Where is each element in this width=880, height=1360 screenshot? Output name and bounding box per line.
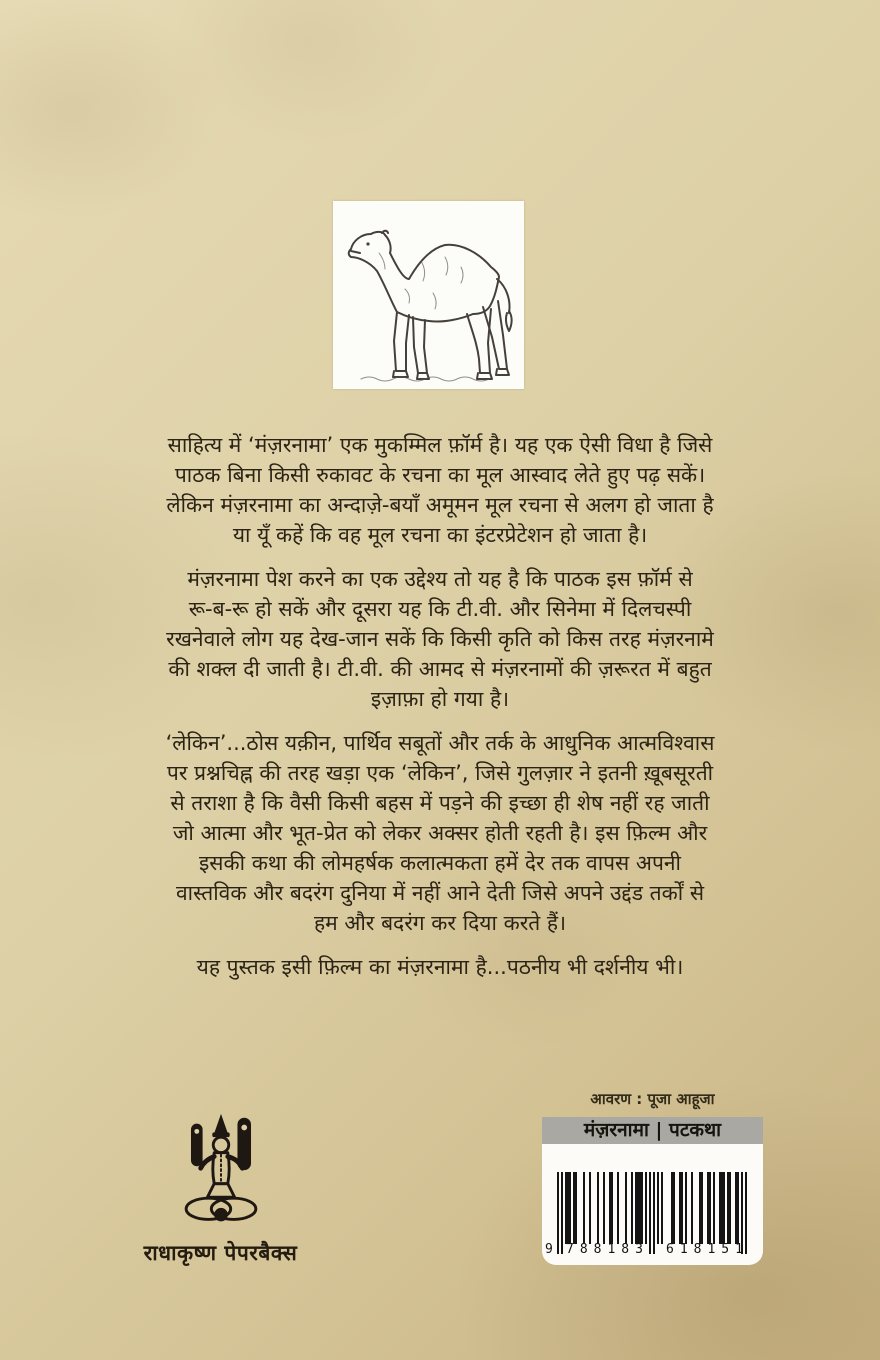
barcode-digits bbox=[542, 1242, 763, 1260]
barcode-digit-group: 788183 bbox=[566, 1242, 649, 1257]
blurb-line: हम और बदरंग कर दिया करते हैं। bbox=[313, 911, 567, 935]
blurb-line: की शक्ल दी जाती है। टी.वी. की आमद से मंज़रनामों की ज़रूरत में बहुत bbox=[168, 657, 712, 681]
publisher-name: राधाकृष्ण पेपरबैक्स bbox=[143, 1241, 298, 1265]
blurb-text bbox=[130, 430, 750, 996]
blurb-line: वास्तविक और बदरंग दुनिया में नहीं आने देती जिसे अपने उद्दंड तर्कों से bbox=[175, 881, 705, 905]
blurb-line: यह पुस्तक इसी फ़िल्म का मंज़रनामा है...पठनीय भी दर्शनीय भी। bbox=[196, 955, 684, 979]
barcode-digit-group: 9 bbox=[545, 1242, 553, 1257]
blurb-line: साहित्य में ‘मंज़रनामा’ एक मुकम्मिल फ़ॉर्म है। यह एक ऐसी विधा है जिसे bbox=[167, 433, 713, 457]
cover-credit: आवरण : पूजा आहूजा bbox=[590, 1090, 715, 1108]
blurb-paragraph bbox=[130, 564, 750, 714]
blurb-line: से तराशा है कि वैसी किसी बहस में पड़ने की इच्छा ही शेष नहीं रह जाती bbox=[170, 791, 710, 815]
blurb-paragraph bbox=[130, 952, 750, 982]
isbn-block bbox=[542, 1117, 763, 1265]
blurb-line: पर प्रश्नचिह्न की तरह खड़ा एक ‘लेकिन’, जिसे गुलज़ार ने इतनी ख़ूबसूरती bbox=[166, 761, 714, 785]
blurb-line: रखनेवाले लोग यह देख-जान सकें कि किसी कृति को किस तरह मंज़रनामे bbox=[166, 627, 714, 651]
blurb-line: पाठक बिना किसी रुकावट के रचना का मूल आस्वाद लेते हुए पढ़ सकें। bbox=[174, 463, 706, 487]
blurb-line: मंज़रनामा पेश करने का एक उद्देश्य तो यह है कि पाठक इस फ़ॉर्म से bbox=[187, 567, 693, 591]
blurb-line: या यूँ कहें कि वह मूल रचना का इंटरप्रेटेशन हो जाता है। bbox=[232, 523, 648, 547]
blurb-line: इज़ाफ़ा हो गया है। bbox=[370, 687, 510, 711]
blurb-paragraph bbox=[130, 728, 750, 938]
blurb-paragraph bbox=[130, 430, 750, 550]
camel-illustration-frame bbox=[333, 201, 524, 389]
blurb-line: जो आत्मा और भूत-प्रेत को लेकर अक्सर होती रहती है। इस फ़िल्म और bbox=[172, 821, 708, 845]
publisher-deity-logo bbox=[175, 1112, 267, 1234]
blurb-line: इसकी कथा की लोमहर्षक कलात्मकता हमें देर तक वापस अपनी bbox=[198, 851, 681, 875]
camel-illustration bbox=[333, 201, 524, 389]
blurb-line: लेकिन मंज़रनामा का अन्दाज़े-बयाँ अमूमन मूल रचना से अलग हो जाता है bbox=[166, 493, 714, 517]
barcode-label bbox=[542, 1144, 763, 1265]
blurb-line: रू-ब-रू हो सकें और दूसरा यह कि टी.वी. और सिनेमा में दिलचस्पी bbox=[188, 597, 692, 621]
blurb-line: ‘लेकिन’...ठोस यक़ीन, पार्थिव सबूतों और तर्क के आधुनिक आत्मविश्वास bbox=[165, 731, 715, 755]
category-bar: मंज़रनामा | पटकथा bbox=[542, 1117, 763, 1144]
publisher-logo-block bbox=[118, 1112, 323, 1267]
barcode-digit-group: 618151 bbox=[666, 1242, 749, 1257]
